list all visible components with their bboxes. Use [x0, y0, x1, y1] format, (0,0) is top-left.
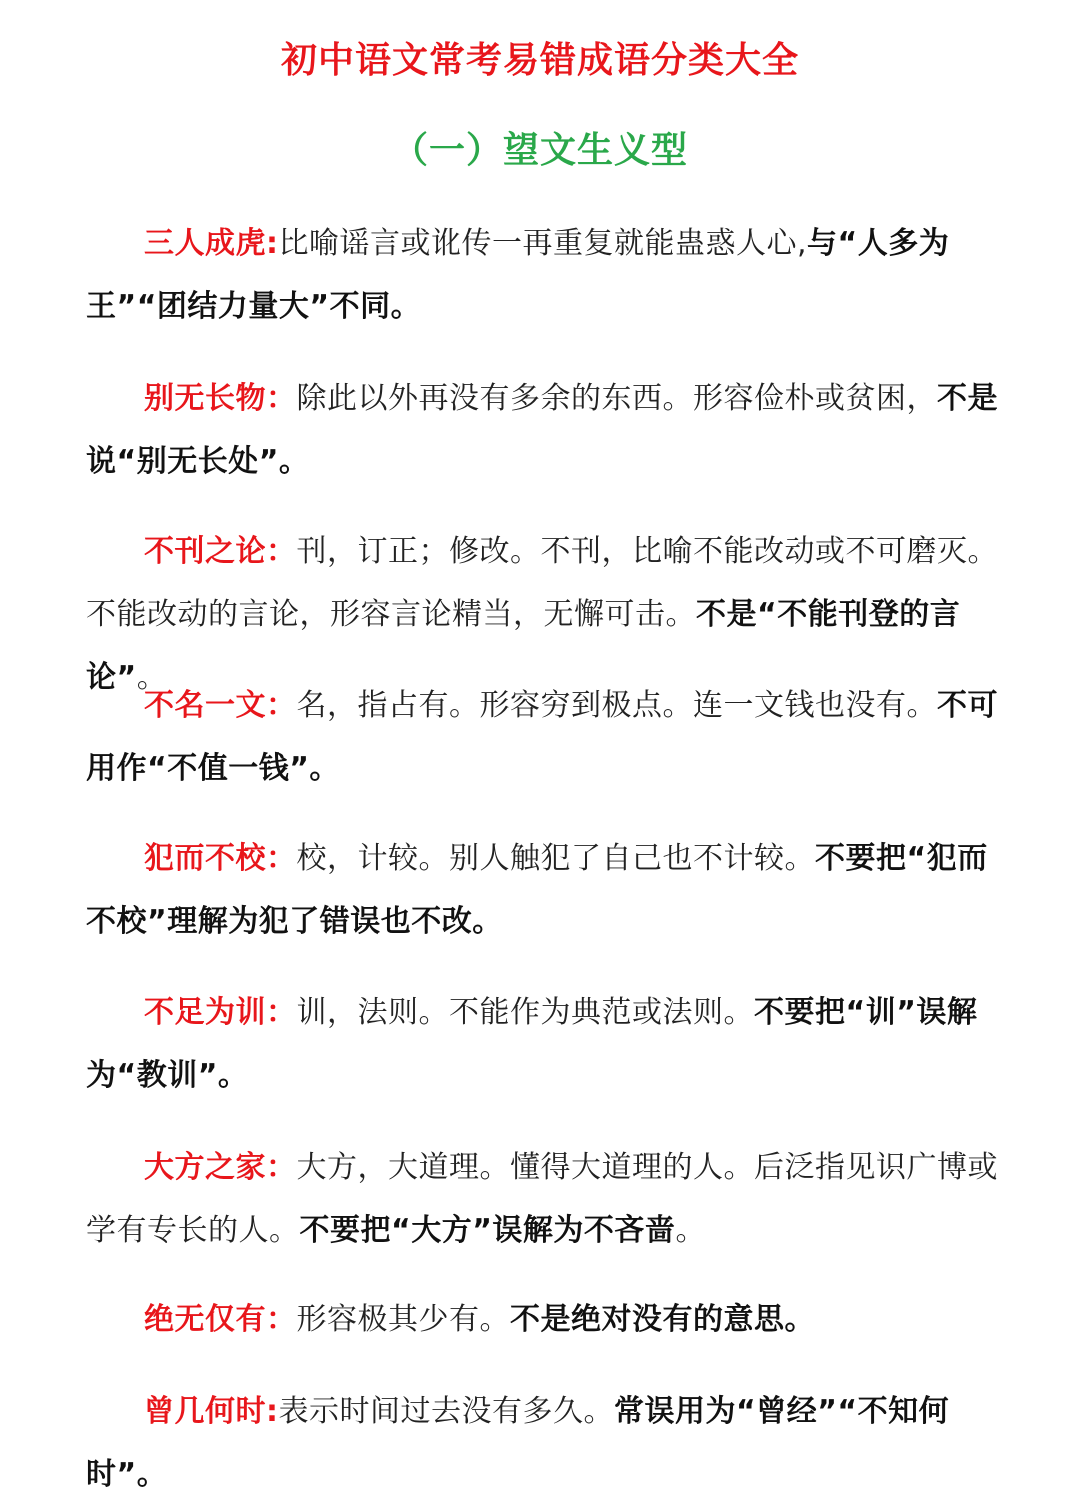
idiom-note: 常误用为“曾经”“不知何时”。 [86, 1394, 950, 1492]
idiom-term: 大方之家： [144, 1150, 297, 1185]
idiom-entry [86, 1136, 998, 1262]
idiom-entry [86, 212, 998, 338]
idiom-term: 绝无仅有： [144, 1302, 297, 1337]
idiom-term: 不刊之论： [144, 534, 297, 569]
section-title: （一）望文生义型 [391, 130, 688, 171]
idiom-note: 不是绝对没有的意思。 [510, 1302, 815, 1337]
page-title: 初中语文常考易错成语分类大全 [280, 40, 799, 81]
idiom-definition: 校，计较。别人触犯了自己也不计较。 [296, 841, 815, 876]
idiom-entry [86, 1288, 998, 1351]
idiom-note: 不要把“训”误解为“教训”。 [86, 995, 978, 1093]
idiom-entry [86, 1380, 998, 1506]
idiom-definition: 形容极其少有。 [296, 1302, 510, 1337]
idiom-definition: 刊，订正；修改。不刊，比喻不能改动或不可磨灭。不能改动的言论，形容言论精当，无懈可击。 [86, 534, 998, 632]
idiom-definition: 大方，大道理。懂得大道理的人。后泛指见识广博或学有专长的人。 [86, 1150, 998, 1248]
idiom-definition: 名，指占有。形容穷到极点。连一文钱也没有。 [296, 688, 937, 723]
idiom-note: 与“人多为王”“团结力量大”不同。 [86, 226, 950, 324]
idiom-definition: 训，法则。不能作为典范或法则。 [296, 995, 754, 1030]
idiom-note: 不要把“犯而不校”理解为犯了错误也不改。 [86, 841, 988, 939]
idiom-entry [86, 981, 998, 1107]
idiom-term: 不足为训： [144, 995, 297, 1030]
idiom-tail: 。 [675, 1213, 706, 1248]
idiom-note: 不是“不能刊登的言论” [86, 597, 961, 695]
idiom-term: 不名一文： [144, 688, 297, 723]
idiom-entry [86, 367, 998, 493]
idiom-term: 犯而不校： [144, 841, 297, 876]
idiom-tail: 。 [136, 660, 168, 695]
idiom-definition: 除此以外再没有多余的东西。形容俭朴或贫困， [296, 381, 937, 416]
idiom-definition: 表示时间过去没有多久。 [278, 1394, 614, 1429]
idiom-definition: 比喻谣言或讹传一再重复就能蛊惑人心, [278, 226, 808, 261]
idiom-entry [86, 674, 998, 800]
idiom-note: 不可用作“不值一钱”。 [86, 688, 998, 786]
idiom-term: 别无长物： [144, 381, 297, 416]
idiom-note: 不是说“别无长处”。 [86, 381, 998, 479]
idiom-note: 不要把“大方”误解为不吝啬 [299, 1213, 676, 1248]
idiom-term: 曾几何时: [144, 1394, 279, 1429]
idiom-entry [86, 827, 998, 953]
idiom-term: 三人成虎: [144, 226, 279, 261]
